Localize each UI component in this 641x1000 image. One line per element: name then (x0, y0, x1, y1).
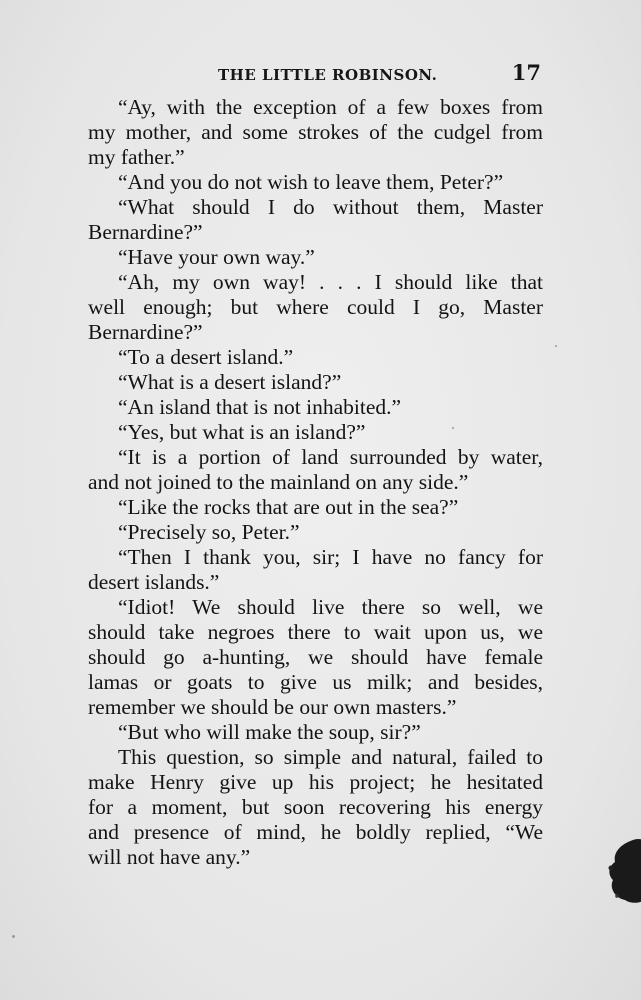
paper-speck (555, 345, 557, 347)
text-line: “Then I thank you, sir; I have no fancy for (118, 545, 543, 569)
text-line: “But who will make the soup, sir?” (118, 720, 421, 744)
text-line: “To a desert island.” (118, 345, 294, 369)
page-number: 17 (511, 60, 541, 85)
text-line: desert islands.” (88, 570, 220, 594)
text-line: “What is a desert island?” (118, 370, 342, 394)
text-line: and not joined to the mainland on any side.” (88, 470, 469, 494)
text-line: and presence of mind, he boldly replied, “We (88, 820, 543, 844)
text-line: “An island that is not inhabited.” (118, 395, 402, 419)
text-line: for a moment, but soon recovering his energy (88, 795, 543, 819)
text-line: my mother, and some strokes of the cudgel from (88, 120, 543, 144)
text-line: “Yes, but what is an island?” (118, 420, 366, 444)
text-line: “Precisely so, Peter.” (118, 520, 300, 544)
text-line: remember we should be our own masters.” (88, 695, 457, 719)
text-line: “Have your own way.” (118, 245, 315, 269)
text-line: This question, so simple and natural, failed to (118, 745, 543, 769)
text-line: should go a-hunting, we should have female (88, 645, 543, 669)
ink-blot-mark (603, 838, 641, 906)
text-line: well enough; but where could I go, Master (88, 295, 543, 319)
text-line: “Ah, my own way! . . . I should like that (118, 270, 543, 294)
paper-speck (452, 427, 454, 429)
paper-speck (12, 935, 15, 938)
text-line: lamas or goats to give us milk; and besides, (88, 670, 543, 694)
text-line: Bernardine?” (88, 320, 203, 344)
text-line: should take negroes there to wait upon us, we (88, 620, 543, 644)
running-title: THE LITTLE ROBINSON. (218, 66, 438, 84)
text-line: “Idiot! We should live there so well, we (118, 595, 543, 619)
page-header (88, 60, 543, 90)
text-line: “Like the rocks that are out in the sea?” (118, 495, 459, 519)
text-line: Bernardine?” (88, 220, 203, 244)
text-line: “It is a portion of land surrounded by water, (118, 445, 543, 469)
text-line: make Henry give up his project; he hesitated (88, 770, 543, 794)
body-text (88, 95, 543, 870)
text-line: will not have any.” (88, 845, 251, 869)
text-line: “And you do not wish to leave them, Peter?” (118, 170, 504, 194)
text-line: “Ay, with the exception of a few boxes from (118, 95, 543, 119)
text-line: my father.” (88, 145, 185, 169)
text-line: “What should I do without them, Master (118, 195, 543, 219)
